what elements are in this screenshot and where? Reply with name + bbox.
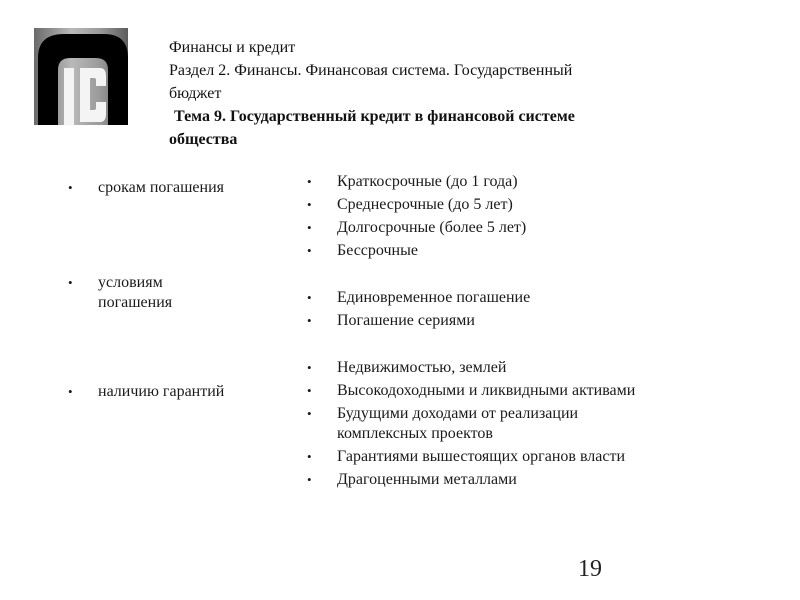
- slide-header: [169, 36, 709, 151]
- bullet-icon: •: [307, 220, 312, 235]
- section-title-line2: бюджет: [169, 85, 222, 102]
- criterion-item-repayment: [68, 273, 172, 313]
- bullet-icon: •: [68, 275, 73, 290]
- bullet-icon: •: [307, 243, 312, 258]
- list-item-text: Долгосрочные (более 5 лет): [337, 219, 527, 236]
- list-item: [307, 195, 513, 215]
- bullet-icon: •: [307, 383, 312, 398]
- list-item-text: Бессрочные: [337, 242, 418, 259]
- bullet-icon: •: [307, 197, 312, 212]
- list-item-text: Драгоценными металлами: [337, 471, 517, 488]
- logo-mark-icon: [34, 28, 128, 125]
- list-item: [307, 218, 526, 238]
- bullet-icon: •: [68, 384, 73, 399]
- list-item: [307, 288, 530, 308]
- list-item-text: Погашение сериями: [337, 312, 475, 329]
- bullet-icon: •: [68, 180, 73, 195]
- bullet-icon: •: [307, 406, 312, 421]
- bullet-icon: •: [307, 290, 312, 305]
- list-item-text-cont: комплексных проектов: [337, 425, 493, 442]
- list-item: [307, 311, 475, 331]
- bullet-icon: •: [307, 360, 312, 375]
- list-item: [307, 358, 506, 378]
- page-number: 19: [578, 556, 602, 582]
- list-item-text: Недвижимостью, землей: [337, 359, 507, 376]
- list-item: [307, 447, 625, 467]
- topic-title-line2: общества: [169, 131, 238, 148]
- list-item-text: Высокодоходными и ликвидными активами: [337, 382, 636, 399]
- publisher-logo: [34, 28, 128, 125]
- criterion-label-cont: погашения: [98, 294, 173, 311]
- bullet-icon: •: [307, 472, 312, 487]
- criterion-label: срокам погашения: [98, 179, 224, 196]
- course-title: Финансы и кредит: [169, 39, 296, 56]
- criterion-label: условиям: [98, 274, 163, 291]
- criterion-item-maturity: [68, 178, 224, 198]
- criterion-label: наличию гарантий: [98, 383, 225, 400]
- criterion-item-guarantees: [68, 382, 224, 402]
- list-item-text: Будущими доходами от реализации: [337, 405, 579, 422]
- list-item-text: Краткосрочные (до 1 года): [337, 173, 518, 190]
- list-item-text: Гарантиями вышестоящих органов власти: [337, 448, 626, 465]
- list-item: [307, 381, 635, 401]
- bullet-icon: •: [307, 313, 312, 328]
- list-item-text: Единовременное погашение: [337, 289, 531, 306]
- topic-title-line1: Тема 9. Государственный кредит в финансовой системе: [174, 108, 575, 125]
- section-title-line1: Раздел 2. Финансы. Финансовая система. Государственный: [169, 62, 573, 79]
- list-item: [307, 172, 518, 192]
- list-item: [307, 470, 517, 490]
- bullet-icon: •: [307, 174, 312, 189]
- list-item: [307, 404, 578, 444]
- list-item-text: Среднесрочные (до 5 лет): [337, 196, 513, 213]
- bullet-icon: •: [307, 449, 312, 464]
- list-item: [307, 241, 418, 261]
